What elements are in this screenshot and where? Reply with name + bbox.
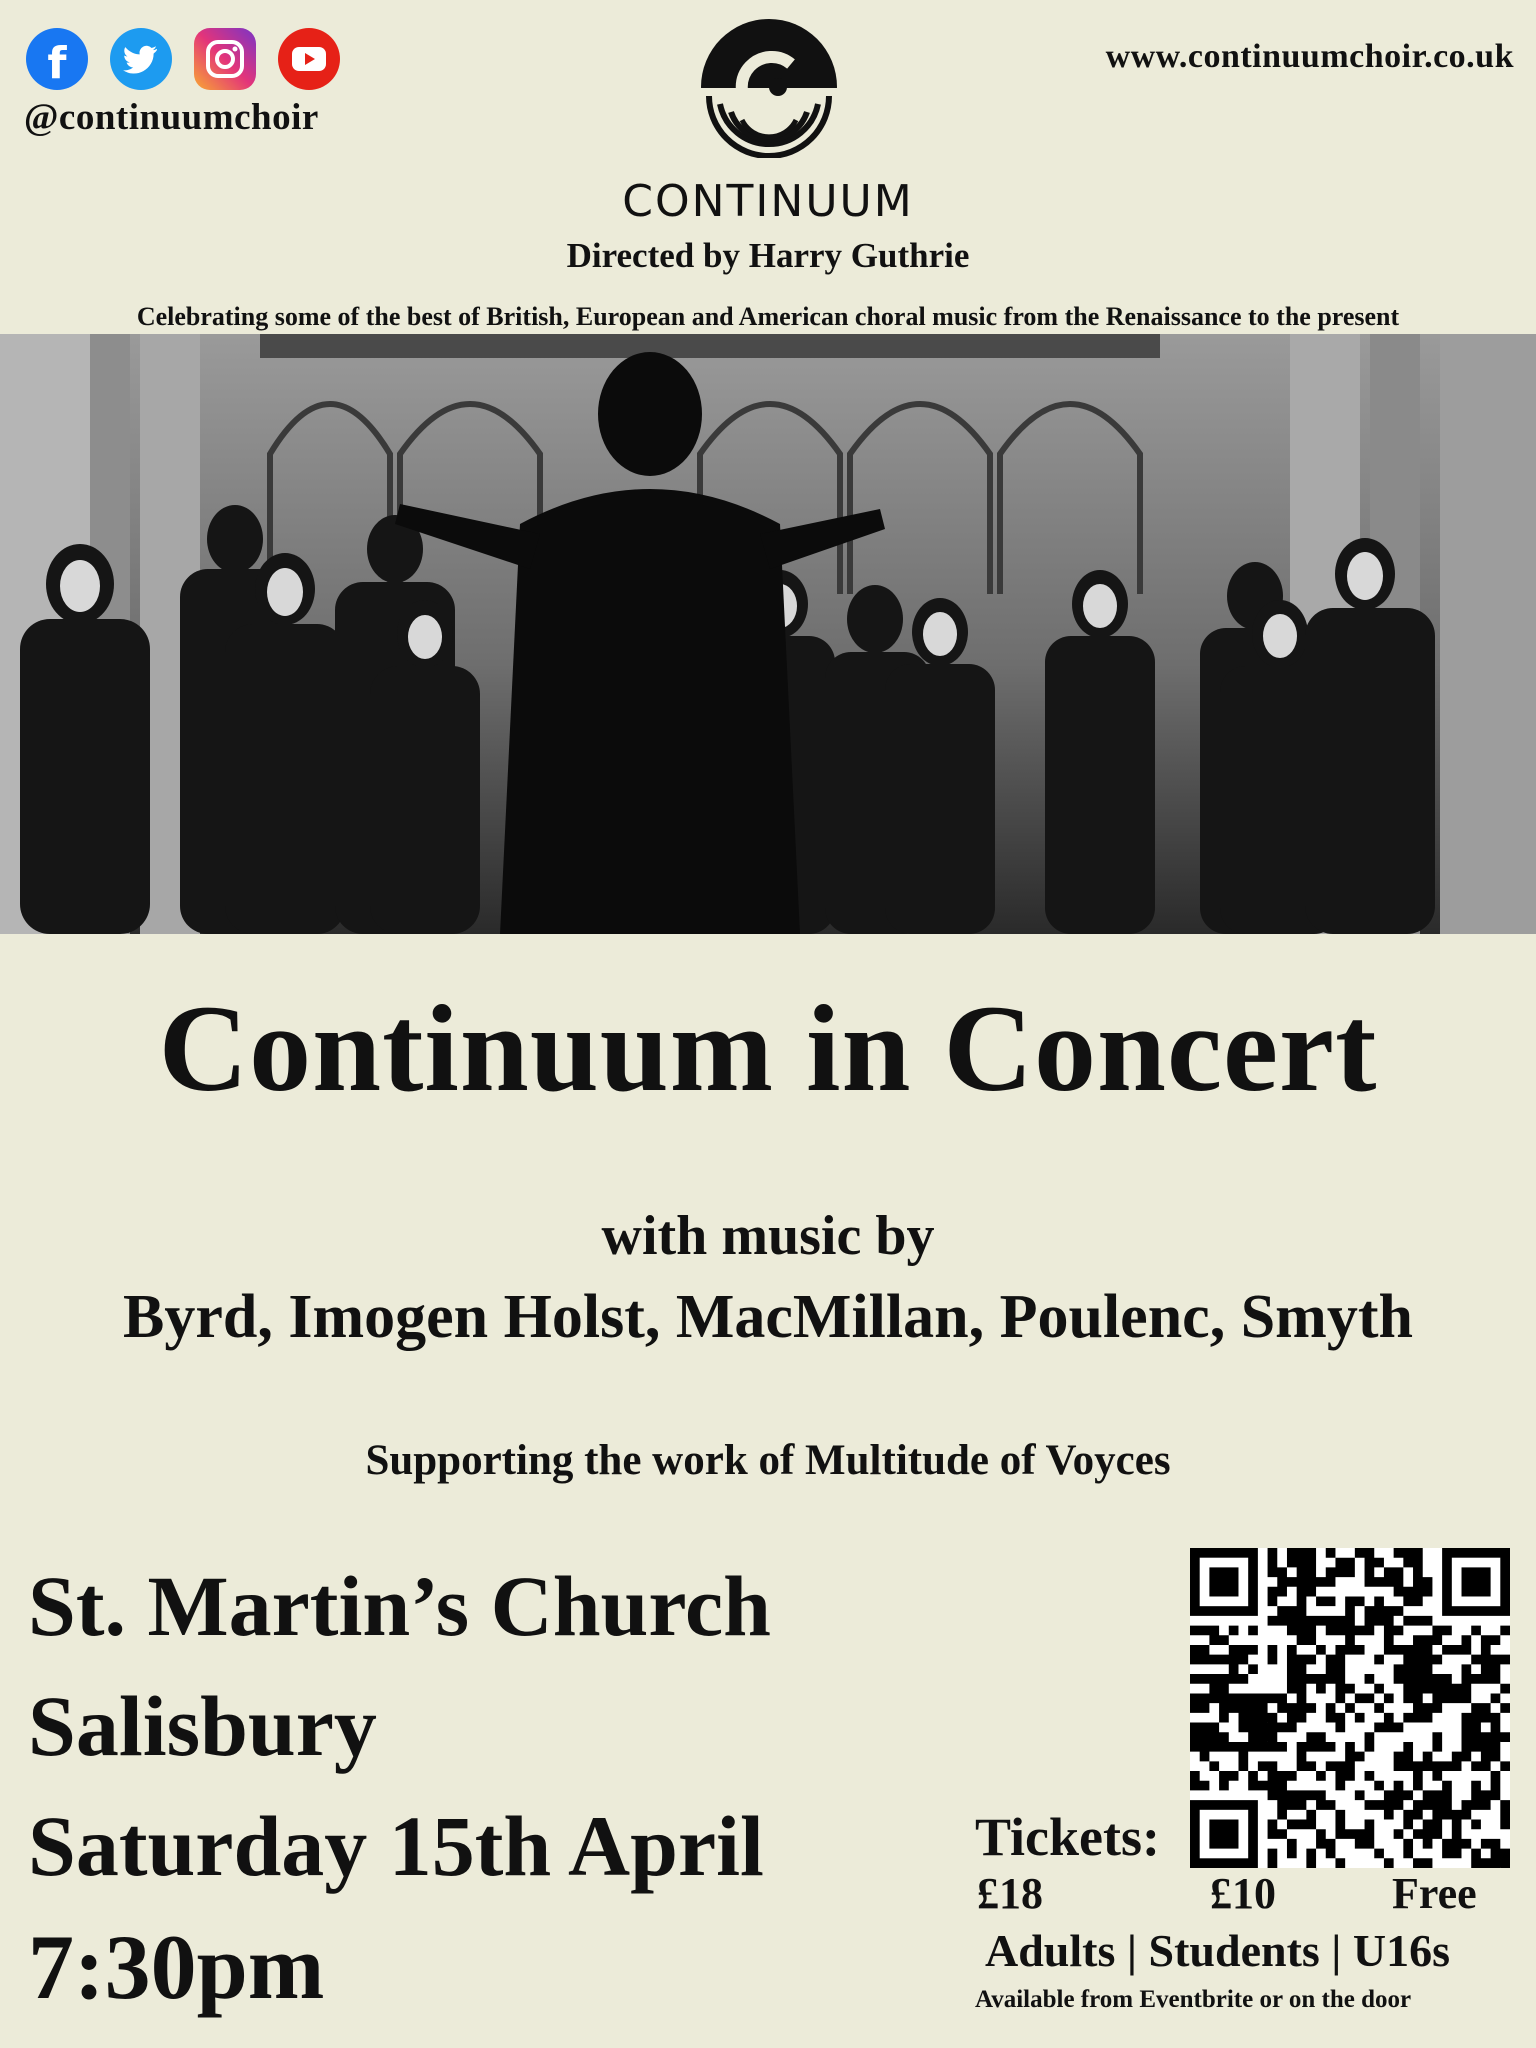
- with-music-line: with music by: [601, 1205, 935, 1267]
- facebook-icon[interactable]: [26, 28, 88, 90]
- price-adults: £18: [977, 1869, 1043, 1918]
- twitter-icon[interactable]: [110, 28, 172, 90]
- support-line: Supporting the work of Multitude of Voyces: [365, 1437, 1171, 1484]
- concert-title: Continuum in Concert: [158, 980, 1378, 1117]
- venue-church: St. Martin’s Church: [28, 1558, 771, 1654]
- price-u16s: Free: [1392, 1869, 1477, 1918]
- qr-code[interactable]: [1190, 1548, 1510, 1868]
- svg-text:f: f: [47, 38, 67, 89]
- tagline: Celebrating some of the best of British, European and American choral music from the Renaissance to the present: [136, 302, 1400, 331]
- ticket-categories: Adults | Students | U16s: [985, 1925, 1451, 1976]
- choir-photo: [0, 334, 1536, 934]
- price-students: £10: [1210, 1869, 1276, 1918]
- concert-time: 7:30pm: [28, 1916, 325, 2018]
- venue-city: Salisbury: [28, 1678, 377, 1774]
- tickets-label: Tickets:: [975, 1807, 1160, 1867]
- social-handle: @continuumchoir: [24, 97, 319, 138]
- composers-list: Byrd, Imogen Holst, MacMillan, Poulenc, Smyth: [123, 1283, 1413, 1351]
- social-links: [26, 28, 340, 90]
- concert-date: Saturday 15th April: [28, 1798, 764, 1894]
- ticket-availability: Available from Eventbrite or on the door: [975, 1986, 1412, 2013]
- instagram-icon[interactable]: [194, 28, 256, 90]
- youtube-icon[interactable]: [278, 28, 340, 90]
- continuum-logo-icon: [698, 16, 840, 158]
- website-url[interactable]: www.continuumchoir.co.uk: [1105, 38, 1514, 75]
- brand-name: CONTINUUM: [622, 176, 914, 227]
- director-line: Directed by Harry Guthrie: [566, 236, 970, 275]
